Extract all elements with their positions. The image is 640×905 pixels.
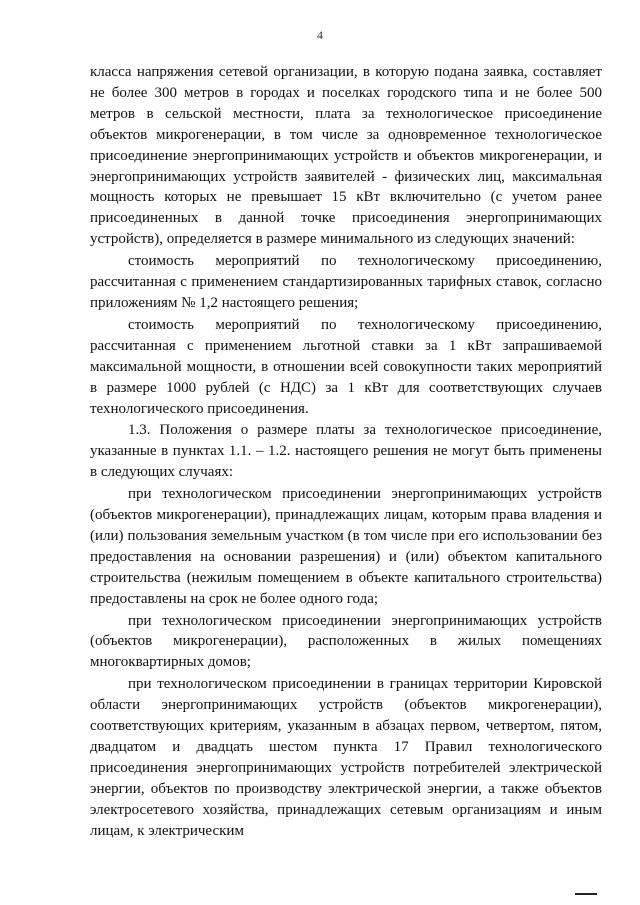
paragraph-1: класса напряжения сетевой организации, в которую подана заявка, составляет не более 300 метров в городах и поселках городского типа и не более 500 метров в сельской местности, плата за технологическое присоединение объектов микрогенерации, в том числе за одновременное технологическое присоединение энергопринимающих устройств и объектов микрогенерации, и энергопринимающих устройств заявителей - физических лиц, максимальная мощность которых не превышает 15 кВт включительно (с учетом ранее присоединенных в данной точке присоединения энергопринимающих устройств), определяется в размере минимального из следующих значений: bbox=[90, 64, 602, 248]
scan-mark bbox=[575, 893, 597, 895]
page-number: 4 bbox=[317, 28, 323, 42]
paragraph-6: при технологическом присоединении энергопринимающих устройств (объектов микрогенерации), расположенных в жилых помещениях многоквартирных домов; bbox=[90, 612, 602, 671]
document-body bbox=[90, 62, 602, 842]
paragraph-3: стоимость мероприятий по технологическому присоединению, рассчитанная с применением льготной ставки за 1 кВт запрашиваемой максимальной мощности, в отношении всей совокупности таких мероприятий в размере 1000 рублей (с НДС) за 1 кВт для соответствующих случаев технологического присоединения. bbox=[90, 316, 602, 417]
paragraph-2: стоимость мероприятий по технологическому присоединению, рассчитанная с применением стандартизированных тарифных ставок, согласно приложениям № 1,2 настоящего решения; bbox=[90, 253, 602, 311]
paragraph-7: при технологическом присоединении в границах территории Кировской области энергопринимающих устройств (объектов микрогенерации), соответствующих критериям, указанным в абзацах первом, четвертом, пятом, двадцатом и двадцать шестом пункта 17 Правил технологического присоединения энергопринимающих устройств потребителей электрической энергии, объектов по производству электрической энергии, а также объектов электросетевого хозяйства, принадлежащих сетевым организациям и иным лицам, к электрическим bbox=[90, 676, 602, 839]
paragraph-4: 1.3. Положения о размере платы за технологическое присоединение, указанные в пунктах 1.1. – 1.2. настоящего решения не могут быть применены в следующих случаях: bbox=[90, 422, 602, 481]
paragraph-5: при технологическом присоединении энергопринимающих устройств (объектов микрогенерации), принадлежащих лицам, которым права владения и (или) пользования земельным участком (в том числе при его использовании без предоставления на основании разрешения) и (или) объектом капитального строительства (нежилым помещением в объекте капитального строительства) предоставлены на срок не более одного года; bbox=[90, 486, 602, 607]
